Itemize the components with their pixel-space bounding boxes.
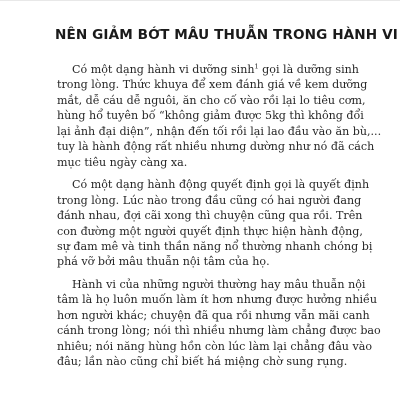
section-heading: NÊN GIẢM BỚT MÂU THUẪN TRONG HÀNH VI [55, 27, 398, 43]
paragraph-3 [57, 277, 381, 370]
text-line: nhiêu; nói năng hùng hồn còn lúc làm lại chẳng đâu vào [57, 339, 373, 353]
text-line: cánh trong lòng; nói thì nhiều nhưng làm chẳng được bao [57, 324, 381, 338]
paragraph-1 [57, 62, 382, 170]
text-line: tâm là họ luôn muốn làm ít hơn nhưng được hưởng nhiều [57, 293, 377, 307]
text-line: phá vỡ bởi mâu thuẫn nội tâm của họ. [57, 255, 270, 269]
paragraph-2 [57, 177, 373, 270]
text-line: hơn người khác; chuyện đã qua rồi nhưng vẫn mãi canh [57, 308, 370, 322]
text-line: sự đam mê và tinh thần năng nổ thường nhanh chóng bị [57, 239, 373, 253]
text-line: con đường một người quyết định thực hiện hành động, [57, 224, 363, 238]
text-line: mục tiêu ngày càng xa. [57, 155, 188, 169]
text-line: trong lòng. Thức khuya để xem đánh giá về kem dưỡng [57, 78, 368, 92]
page-top-edge [0, 0, 400, 1]
text-span: Có một dạng hành vi dưỡng sinh [72, 63, 255, 76]
body-text [57, 62, 382, 377]
text-span: gọi là dưỡng sinh [258, 63, 359, 76]
text-line: trong lòng. Lúc nào trong đầu cũng có hai người đang [57, 193, 362, 207]
text-line: Có một dạng hành động quyết định gọi là quyết định [72, 178, 370, 192]
text-line: đâu; lần nào cũng chỉ biết há miệng chờ sung rụng. [57, 355, 348, 369]
text-line: lại ảnh đại diện”, nhận đến tối rồi lại lao đầu vào ăn bù,... [57, 124, 382, 138]
footnote-reference: 1 [254, 62, 259, 71]
text-line: Hành vi của những người thường hay mâu thuẫn nội [72, 277, 366, 291]
text-line: mắt, dễ cáu dễ nguôi, ăn cho cố vào rồi lại lo tiêu cơm, [57, 93, 366, 107]
text-line: tuy là hành động rất nhiều nhưng dường như nó đã cách [57, 140, 375, 154]
text-line: đánh nhau, đợi cãi xong thì chuyện cũng qua rồi. Trên [57, 209, 363, 223]
text-line: hùng hổ tuyên bố “không giảm được 5kg thì không đổi [57, 109, 364, 123]
text-line [57, 62, 362, 77]
